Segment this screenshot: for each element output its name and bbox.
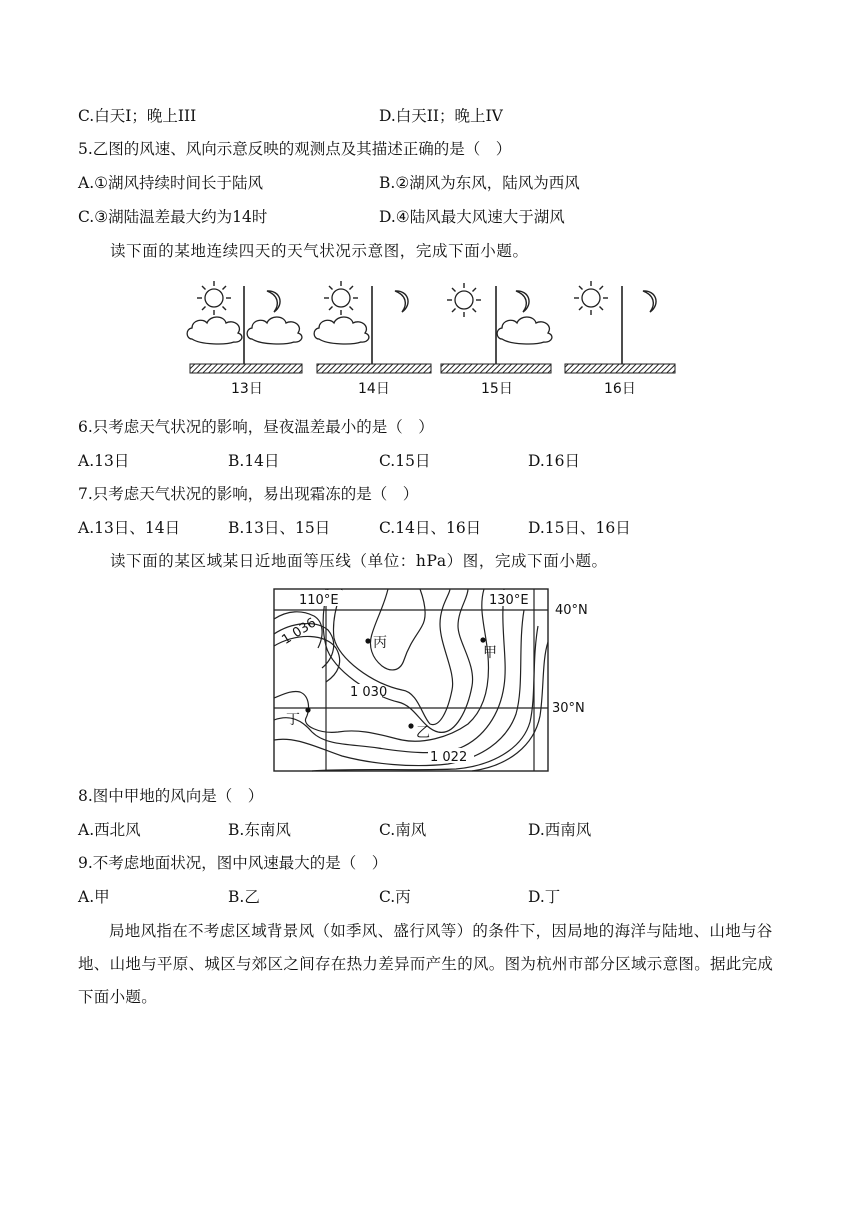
q4-option-d: D.白天II；晚上IV xyxy=(379,107,503,125)
cloud-icon xyxy=(497,317,552,344)
q6-option-c: C.15日 xyxy=(379,452,431,470)
isobar-label-1022: 1 022 xyxy=(430,750,468,765)
moon-icon xyxy=(395,291,408,312)
q8-option-c: C.南风 xyxy=(379,821,427,839)
lat-label-40n: 40°N xyxy=(555,603,588,618)
q5-option-d: D.④陆风最大风速大于湖风 xyxy=(379,208,565,226)
place-ding-dot xyxy=(305,707,310,712)
q5-option-b: B.②湖风为东风，陆风为西风 xyxy=(379,174,580,192)
weather-day-13 xyxy=(187,281,302,397)
moon-icon xyxy=(267,291,280,312)
place-bing-dot xyxy=(365,638,370,643)
q7-stem: 7.只考虑天气状况的影响，易出现霜冻的是（ ） xyxy=(78,485,419,503)
q4-option-c: C.白天I；晚上III xyxy=(78,107,197,125)
intro-weather: 读下面的某地连续四天的天气状况示意图，完成下面小题。 xyxy=(110,242,529,260)
q8-option-b: B.东南风 xyxy=(228,821,291,839)
q9-option-b: B.乙 xyxy=(228,888,260,906)
lon-label-110e: 110°E xyxy=(299,593,339,608)
isobar-label-1036: 1 036 xyxy=(279,615,319,648)
moon-icon xyxy=(643,291,656,312)
place-jia-label: 甲 xyxy=(483,645,497,661)
q8-option-a: A.西北风 xyxy=(78,821,141,839)
intro-local-wind: 局地风指在不考虑区域背景风（如季风、盛行风等）的条件下，因局地的海洋与陆地、山地与谷地、山地与平原、城区与郊区之间存在热力差异而产生的风。图为杭州市部分区域示意图。据此完成下面小题。 xyxy=(78,922,774,1006)
lat-label-30n: 30°N xyxy=(552,701,585,716)
intro-isobar: 读下面的某区域某日近地面等压线（单位：hPa）图，完成下面小题。 xyxy=(110,552,608,570)
day-label: 15日 xyxy=(481,381,513,397)
sun-icon xyxy=(447,283,481,317)
day-label: 16日 xyxy=(604,381,636,397)
place-ding-label: 丁 xyxy=(286,712,300,728)
place-yi-dot xyxy=(408,723,413,728)
q6-option-a: A.13日 xyxy=(78,452,130,470)
weather-day-15 xyxy=(441,283,552,397)
moon-icon xyxy=(516,291,529,312)
day-label: 13日 xyxy=(231,381,263,397)
cloud-icon xyxy=(247,317,302,344)
isobar-label-1030: 1 030 xyxy=(350,685,388,700)
weather-figure xyxy=(186,276,678,400)
day-label: 14日 xyxy=(358,381,390,397)
q7-option-b: B.13日、15日 xyxy=(228,519,331,537)
q7-option-d: D.15日、16日 xyxy=(528,519,631,537)
q6-option-b: B.14日 xyxy=(228,452,280,470)
q6-stem: 6.只考虑天气状况的影响，昼夜温差最小的是（ ） xyxy=(78,418,434,436)
q8-stem: 8.图中甲地的风向是（ ） xyxy=(78,787,264,805)
q5-option-a: A.①湖风持续时间长于陆风 xyxy=(78,174,264,192)
q5-option-c: C.③湖陆温差最大约为14时 xyxy=(78,208,268,226)
place-yi-label: 乙 xyxy=(416,725,430,741)
isobar-lines xyxy=(274,589,548,771)
q9-option-d: D.丁 xyxy=(528,888,561,906)
q7-option-a: A.13日、14日 xyxy=(78,519,181,537)
lon-label-130e: 130°E xyxy=(489,593,529,608)
q7-option-c: C.14日、16日 xyxy=(379,519,482,537)
q9-option-a: A.甲 xyxy=(78,888,110,906)
q8-option-d: D.西南风 xyxy=(528,821,592,839)
cloud-icon xyxy=(314,317,369,344)
sun-icon xyxy=(574,281,608,315)
weather-day-16 xyxy=(565,281,675,397)
cloud-icon xyxy=(187,317,242,344)
q9-option-c: C.丙 xyxy=(379,888,411,906)
weather-day-14 xyxy=(314,281,431,397)
isobar-map xyxy=(272,586,598,774)
sun-icon xyxy=(197,281,231,315)
q9-stem: 9.不考虑地面状况，图中风速最大的是（ ） xyxy=(78,854,388,872)
place-bing-label: 丙 xyxy=(373,635,387,651)
place-jia-dot xyxy=(480,637,485,642)
q6-option-d: D.16日 xyxy=(528,452,581,470)
sun-icon xyxy=(324,281,358,315)
q5-stem: 5.乙图的风速、风向示意反映的观测点及其描述正确的是（ ） xyxy=(78,140,512,158)
